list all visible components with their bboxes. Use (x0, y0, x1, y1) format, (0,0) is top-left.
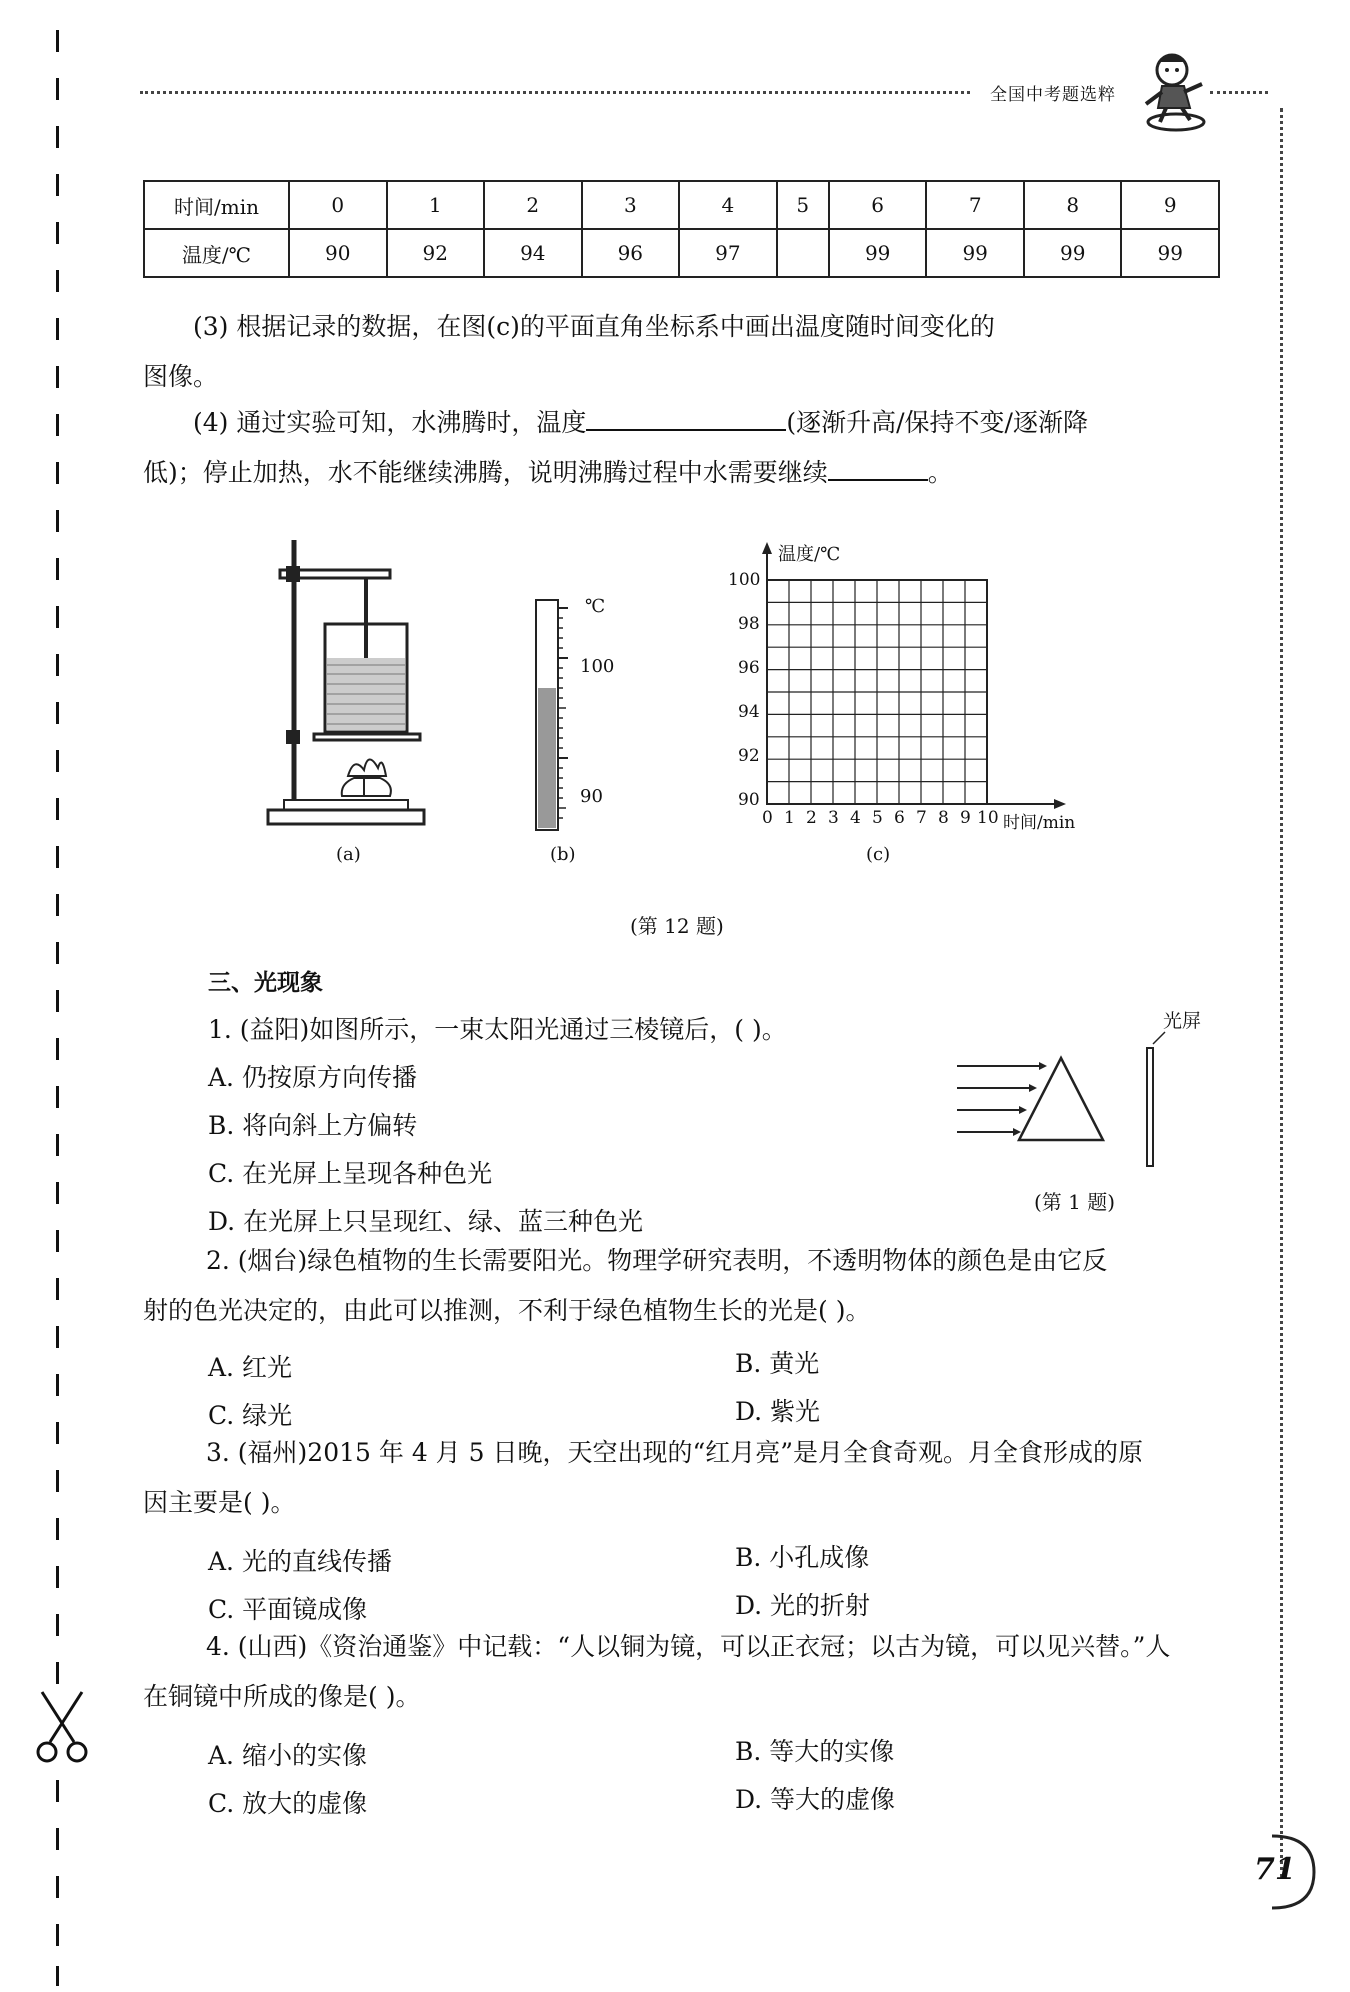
table-row (144, 229, 1219, 277)
table-cell: 99 (1121, 229, 1219, 277)
question-3-line1: (3) 根据记录的数据，在图(c)的平面直角坐标系中画出温度随时间变化的 (193, 312, 995, 341)
row-header: 时间/min (144, 181, 289, 229)
graph-x-axis-label: 时间/min (1003, 813, 1076, 833)
table-cell: 9 (1121, 181, 1219, 229)
question-4-line2 (143, 448, 1223, 498)
prism-figure (955, 1012, 1185, 1172)
table-cell: 2 (484, 181, 582, 229)
x-tick-label: 10 (977, 808, 999, 828)
x-tick-label: 0 (762, 808, 773, 828)
q2-option-d[interactable]: D. 紫光 (735, 1397, 821, 1426)
table-cell: 5 (777, 181, 829, 229)
q4b-option-a[interactable]: A. 缩小的实像 (208, 1741, 367, 1770)
q4b-line1: 4. (山西)《资治通鉴》中记载：“人以铜为镜，可以正衣冠；以古为镜，可以见兴替。”人 (206, 1632, 1171, 1661)
table-cell: 97 (679, 229, 777, 277)
q3b-line2: 因主要是( )。 (143, 1488, 296, 1517)
table-cell-blank (777, 229, 829, 277)
x-tick-label: 6 (894, 808, 905, 828)
q2-option-b[interactable]: B. 黄光 (735, 1349, 820, 1378)
table-cell: 94 (484, 229, 582, 277)
q3b-line1: 3. (福州)2015 年 4 月 5 日晚，天空出现的“红月亮”是月全食奇观。月全食形成的原 (206, 1438, 1144, 1467)
x-tick-label: 2 (806, 808, 817, 828)
row-header: 温度/℃ (144, 229, 289, 277)
question-4 (143, 398, 1223, 498)
question-4-text-d: 。 (927, 458, 953, 487)
q1-figure-caption: (第 1 题) (1034, 1190, 1116, 1214)
table-cell: 99 (926, 229, 1024, 277)
q4b-option-d[interactable]: D. 等大的虚像 (735, 1785, 896, 1814)
q3b-option-c[interactable]: C. 平面镜成像 (208, 1595, 368, 1624)
question-3 (143, 302, 1223, 402)
question-2 (143, 1236, 1223, 1336)
y-tick-label: 100 (728, 570, 761, 590)
graph-y-axis-label: 温度/℃ (778, 544, 841, 565)
figure-c-caption: (c) (866, 844, 891, 865)
q1-option-c[interactable]: C. 在光屏上呈现各种色光 (208, 1159, 493, 1188)
question-4-line1 (143, 398, 1223, 448)
series-title: 全国中考题选粹 (990, 85, 1116, 105)
figure-b-caption: (b) (550, 844, 576, 865)
answer-blank-2[interactable] (828, 457, 928, 481)
table-cell: 6 (829, 181, 927, 229)
y-tick-label: 94 (738, 702, 760, 722)
q2-line1: 2. (烟台)绿色植物的生长需要阳光。物理学研究表明，不透明物体的颜色是由它反 (206, 1246, 1108, 1275)
q1-option-d[interactable]: D. 在光屏上只呈现红、绿、蓝三种色光 (208, 1207, 644, 1236)
y-tick-label: 92 (738, 746, 760, 766)
table-cell: 8 (1024, 181, 1122, 229)
table-row (144, 181, 1219, 229)
thermometer-unit: ℃ (585, 596, 606, 617)
figure-caption-q12: (第 12 题) (630, 914, 724, 938)
x-tick-label: 8 (938, 808, 949, 828)
header-rule (140, 91, 970, 94)
q2-option-a[interactable]: A. 红光 (208, 1353, 292, 1382)
q1-stem: 1. (益阳)如图所示，一束太阳光通过三棱镜后，( )。 (208, 1015, 787, 1044)
q2-option-c[interactable]: C. 绿光 (208, 1401, 293, 1430)
x-tick-label: 5 (872, 808, 883, 828)
q3b-option-a[interactable]: A. 光的直线传播 (208, 1547, 392, 1576)
q3b-option-d[interactable]: D. 光的折射 (735, 1591, 871, 1620)
thermometer-label-90: 90 (580, 786, 603, 807)
boiling-apparatus-figure (262, 534, 432, 834)
time-temperature-table (143, 180, 1220, 278)
q2-line2: 射的色光决定的，由此可以推测，不利于绿色植物生长的光是( )。 (143, 1296, 871, 1325)
scissors-icon (34, 1690, 90, 1766)
q1-option-b[interactable]: B. 将向斜上方偏转 (208, 1111, 418, 1140)
question-4-text-b: (逐渐升高/保持不变/逐渐降 (786, 408, 1088, 437)
figure-a-caption: (a) (336, 844, 361, 865)
x-tick-label: 3 (828, 808, 839, 828)
table-cell: 7 (926, 181, 1024, 229)
page-number: 71 (1254, 1852, 1296, 1887)
q1-option-a[interactable]: A. 仍按原方向传播 (208, 1063, 417, 1092)
q4b-option-b[interactable]: B. 等大的实像 (735, 1737, 895, 1766)
table-cell: 92 (387, 229, 485, 277)
screen-label: 光屏 (1163, 1010, 1202, 1032)
question-4-bronze-mirror (143, 1622, 1223, 1722)
table-cell: 96 (582, 229, 680, 277)
y-tick-label: 96 (738, 658, 760, 678)
thermometer-label-100: 100 (580, 656, 615, 677)
table-cell: 4 (679, 181, 777, 229)
table-cell: 99 (1024, 229, 1122, 277)
table-cell: 0 (289, 181, 387, 229)
table-cell: 1 (387, 181, 485, 229)
question-3-line2: 图像。 (143, 362, 219, 391)
question-3-red-moon (143, 1428, 1223, 1528)
mascot-icon (1138, 48, 1210, 132)
x-tick-label: 1 (784, 808, 795, 828)
section-title: 三、光现象 (208, 970, 323, 996)
margin-rule (1280, 108, 1283, 1878)
q3b-option-b[interactable]: B. 小孔成像 (735, 1543, 870, 1572)
table-cell: 3 (582, 181, 680, 229)
answer-blank-1[interactable] (586, 407, 786, 431)
q4b-option-c[interactable]: C. 放大的虚像 (208, 1789, 368, 1818)
y-tick-label: 90 (738, 790, 760, 810)
x-tick-label: 4 (850, 808, 861, 828)
x-tick-label: 7 (916, 808, 927, 828)
x-tick-label: 9 (960, 808, 971, 828)
q4b-line2: 在铜镜中所成的像是( )。 (143, 1682, 421, 1711)
y-tick-label: 98 (738, 614, 760, 634)
header-rule-right (1210, 91, 1268, 94)
table-cell: 90 (289, 229, 387, 277)
question-4-text-a: (4) 通过实验可知，水沸腾时，温度 (193, 408, 587, 437)
table-cell: 99 (829, 229, 927, 277)
question-4-text-c: 低)；停止加热，水不能继续沸腾，说明沸腾过程中水需要继续 (143, 458, 828, 487)
